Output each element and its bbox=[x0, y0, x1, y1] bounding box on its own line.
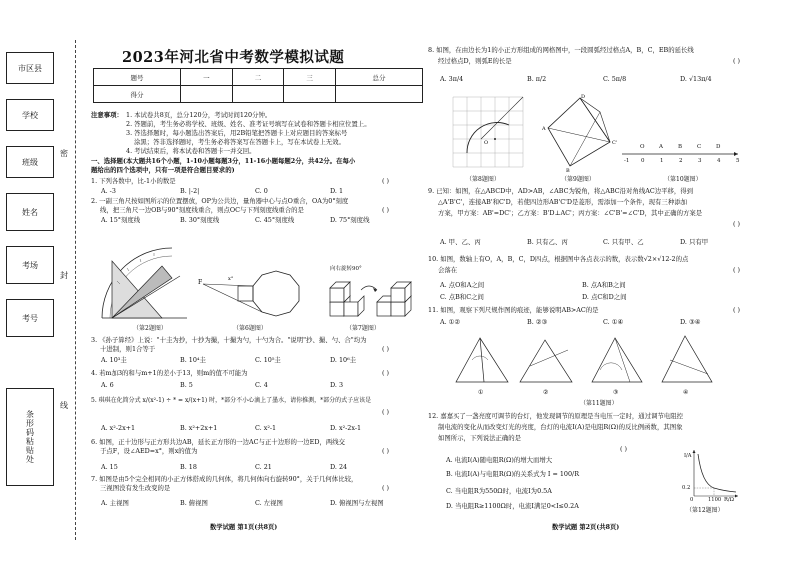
question-3-stem: 3. 《孙子算经》上说："十圭为抄，十抄为撮，十撮为勺，十勺为合。"说明"抄、撮、勺、合"均为 bbox=[91, 336, 367, 344]
question-12-line: 如图所示，下列说法正确的是 bbox=[438, 434, 522, 442]
option[interactable]: C. 点B和C之间 bbox=[440, 293, 484, 301]
question-2-line: 线，把三角尺一边OB与90°刻度线重合，则点OC与下列刻度线重合的是 bbox=[100, 206, 304, 214]
section-heading-2: 题给出的四个选项中，只有一项是符合题目要求的) bbox=[91, 166, 235, 174]
figure-caption: （第11题图） bbox=[580, 400, 618, 407]
section-heading: 一、选择题(本大题共16个小题，1-10小题每题3分，11-16小题每题2分，共42分。在每小 bbox=[91, 157, 356, 165]
graph-yval: 0.2 bbox=[682, 485, 691, 491]
option[interactable]: D. x²-2x-1 bbox=[330, 424, 362, 432]
answer-paren[interactable]: ( ) bbox=[733, 220, 741, 228]
numberline-point-O: O bbox=[640, 144, 645, 150]
option[interactable]: B. 30°刻度线 bbox=[180, 216, 220, 224]
graph-xlabel: R/Ω bbox=[724, 497, 734, 503]
option[interactable]: A. -3 bbox=[101, 187, 116, 195]
option[interactable]: C. 45°刻度线 bbox=[255, 216, 295, 224]
figure-caption: （第10题图） bbox=[664, 176, 702, 183]
barcode-label: 条形码粘贴处 bbox=[25, 410, 35, 464]
answer-paren[interactable]: ( ) bbox=[382, 484, 390, 492]
score-header: 总分 bbox=[335, 69, 422, 86]
score-row-label: 得分 bbox=[94, 86, 181, 103]
svg-text:②: ② bbox=[543, 389, 549, 396]
option[interactable]: B. x²+2x+1 bbox=[180, 424, 218, 432]
figure-caption: （第8题图） bbox=[466, 176, 500, 183]
option[interactable]: B. 电流I(A)与电阻R(Ω)的关系式为 I = 100/R bbox=[446, 470, 580, 478]
seal-char-feng: 封 bbox=[60, 271, 68, 280]
figure-caption: （第6题图） bbox=[233, 325, 267, 332]
svg-text:A: A bbox=[542, 126, 546, 132]
score-table bbox=[93, 68, 423, 103]
option[interactable]: A. 10³圭 bbox=[101, 356, 127, 364]
answer-paren[interactable]: ( ) bbox=[382, 206, 390, 214]
svg-text:x°: x° bbox=[228, 276, 234, 282]
score-header: 题号 bbox=[94, 69, 181, 86]
field-exam-room[interactable]: 考场 bbox=[6, 246, 54, 284]
answer-paren[interactable]: ( ) bbox=[733, 306, 741, 314]
svg-text:C': C' bbox=[612, 140, 618, 146]
answer-paren[interactable]: ( ) bbox=[382, 177, 390, 185]
numberline-point-B: B bbox=[678, 144, 683, 150]
option[interactable]: D. 75°刻度线 bbox=[330, 216, 370, 224]
svg-text:B: B bbox=[566, 168, 570, 172]
figure-caption: （第12题图） bbox=[686, 507, 724, 514]
option[interactable]: A. ①② bbox=[440, 318, 461, 326]
figure-7 bbox=[325, 272, 420, 324]
svg-text:①: ① bbox=[478, 389, 484, 396]
numberline-tick: 1 bbox=[660, 158, 664, 164]
figure-9 bbox=[540, 92, 620, 172]
score-cell[interactable] bbox=[232, 86, 284, 103]
numberline-tick: 2 bbox=[679, 158, 683, 164]
option[interactable]: A. 3π/4 bbox=[440, 75, 464, 83]
fig7-label: 向右旋转90° bbox=[330, 266, 362, 272]
question-1-stem: 1. 下列各数中，比-1小的数是 bbox=[91, 177, 176, 185]
seal-line bbox=[75, 40, 76, 540]
question-11-stem: 11. 如图，观察下列尺规作图的痕迹，能够说明AB>AC的是 bbox=[428, 306, 599, 314]
answer-paren[interactable]: ( ) bbox=[733, 57, 741, 65]
option[interactable]: A. x²-2x+1 bbox=[101, 424, 136, 432]
question-8-stem: 8. 如图，在由边长为1的小正方形组成的网格图中，一段圆弧经过格点A，B，C，EB的延长线 bbox=[428, 46, 694, 54]
answer-paren[interactable]: ( ) bbox=[382, 345, 390, 353]
graph-xval: 1100 bbox=[708, 497, 722, 503]
figure-caption: （第7题图） bbox=[346, 325, 380, 332]
option[interactable]: D. √13π/4 bbox=[680, 75, 712, 83]
question-6-stem: 6. 如图，正十边形与正方形共边AB，延长正方形的一边AC与正十边形的一边ED，两线交 bbox=[91, 438, 346, 446]
figure-2 bbox=[92, 226, 192, 324]
svg-text:④: ④ bbox=[683, 389, 689, 396]
score-header: 一 bbox=[181, 69, 233, 86]
option[interactable]: D. 只有甲 bbox=[680, 238, 709, 246]
question-9-line: △A'B'C'，连接AB'和C'D，若使四边形AB'C'D是菱形，需添加一个条件，现有三种添加 bbox=[438, 198, 687, 206]
figure-11 bbox=[450, 330, 720, 398]
option[interactable]: C. 4 bbox=[255, 381, 268, 389]
page-title: 2023年河北省中考数学模拟试题 bbox=[122, 49, 345, 66]
seal-char-mi: 密 bbox=[60, 149, 68, 158]
answer-paren[interactable]: ( ) bbox=[620, 445, 628, 453]
option[interactable]: C. 10⁵圭 bbox=[255, 356, 281, 364]
numberline-tick: 0 bbox=[641, 158, 645, 164]
numberline-point-D: D bbox=[716, 144, 721, 150]
question-5-stem: 5. 琪琪在化简分式 x/(x²-1) ÷ * = x/(x+1) 时，*部分不小心滴上了墨水，请你推测，*部分的式子应该是 bbox=[91, 397, 372, 404]
question-3-line: 十进制，则1合等于 bbox=[100, 345, 156, 353]
graph-ylabel: I/A bbox=[684, 453, 692, 459]
option[interactable]: D. ③④ bbox=[680, 318, 701, 326]
svg-text:F: F bbox=[198, 279, 203, 286]
note-item: 2. 答题前，考生务必将学校、班级、姓名、准考证号填写在试卷和答题卡相应位置上。 bbox=[126, 120, 371, 128]
numberline-point-C: C bbox=[697, 144, 702, 150]
figure-caption: （第2题图） bbox=[133, 325, 167, 332]
field-name[interactable]: 姓名 bbox=[6, 193, 54, 231]
option[interactable]: A. 15°刻度线 bbox=[101, 216, 141, 224]
score-header: 二 bbox=[232, 69, 284, 86]
barcode-area bbox=[6, 388, 54, 486]
question-10-stem: 10. 如图，数轴上有O，A，B，C，D四点，根据图中各点表示的数，表示数√2×√12-2的点 bbox=[428, 255, 689, 263]
answer-paren[interactable]: ( ) bbox=[733, 266, 741, 274]
field-school[interactable]: 学校 bbox=[6, 99, 54, 131]
answer-paren[interactable]: ( ) bbox=[382, 408, 390, 416]
score-cell[interactable] bbox=[284, 86, 336, 103]
option[interactable]: B. |-2| bbox=[180, 187, 200, 195]
svg-text:O: O bbox=[484, 140, 489, 146]
option[interactable]: D. 俯视图与左视图 bbox=[330, 499, 384, 507]
option[interactable]: C. 只有甲、乙 bbox=[603, 238, 644, 246]
svg-text:③: ③ bbox=[613, 389, 619, 396]
notes-heading: 注意事项： bbox=[91, 111, 123, 119]
numberline-tick: 3 bbox=[698, 158, 702, 164]
option[interactable]: D. 3 bbox=[330, 381, 344, 389]
numberline-point-A: A bbox=[659, 144, 663, 150]
question-9-stem: 9. 已知：如图，在△ABCD中，AD>AB，∠ABC为锐角，将△ABC沿对角线AC边平移，得到 bbox=[428, 187, 694, 195]
answer-paren[interactable]: ( ) bbox=[382, 369, 390, 377]
seal-char-xian: 线 bbox=[60, 401, 68, 410]
note-item: 1. 本试卷共8页，总分120分，考试时间120分钟。 bbox=[126, 111, 272, 119]
option[interactable]: C. x²-1 bbox=[255, 424, 277, 432]
question-8-line: 经过格点D，则弧E的长是 bbox=[438, 57, 512, 65]
question-2-stem: 2. 一副三角尺按如图所示的位置摆放，OP为公共边，量角器中心与点O重合，OA为0°刻度 bbox=[91, 197, 349, 205]
option[interactable]: B. ②③ bbox=[527, 318, 548, 326]
option[interactable]: D. 10⁶圭 bbox=[330, 356, 357, 364]
option[interactable]: C. ①④ bbox=[603, 318, 624, 326]
option[interactable]: A. 甲、乙、丙 bbox=[440, 238, 481, 246]
option[interactable]: B. 点A和B之间 bbox=[582, 281, 626, 289]
option[interactable]: D. 点C和D之间 bbox=[582, 293, 627, 301]
field-district[interactable]: 市区县 bbox=[6, 52, 54, 84]
option[interactable]: C. 左视图 bbox=[255, 499, 283, 507]
question-12-stem: 12. 嘉嘉买了一盏亮度可调节的台灯，他发现调节的原理是当电压一定时，通过调节电阻控 bbox=[428, 412, 684, 420]
option[interactable]: B. π/2 bbox=[527, 75, 547, 83]
option[interactable]: A. 主视图 bbox=[101, 499, 129, 507]
note-item: 3. 答选择题时，每小题选出答案后，用2B铅笔把答题卡上对应题目的答案标号 bbox=[126, 129, 348, 137]
page-footer: 数学试题 第2页(共8页) bbox=[552, 524, 620, 531]
question-9-line: 方案，甲方案：AB'=DC'；乙方案：B'D⊥AC'；丙方案：∠C'B'=∠C'D，其中正确的方案是 bbox=[438, 209, 703, 217]
option[interactable]: B. 10⁴圭 bbox=[180, 356, 206, 364]
question-10-line: 会落在 bbox=[438, 266, 458, 274]
option[interactable]: A. 15 bbox=[101, 463, 118, 471]
option[interactable]: B. 只有乙、丙 bbox=[527, 238, 568, 246]
option[interactable]: C. 当电阻R为550Ω时，电流I为0.5A bbox=[446, 487, 552, 495]
score-header: 三 bbox=[284, 69, 336, 86]
score-cell[interactable] bbox=[181, 86, 233, 103]
svg-text:D: D bbox=[581, 94, 586, 100]
option[interactable]: B. 俯视图 bbox=[180, 499, 208, 507]
option[interactable]: D. 1 bbox=[330, 187, 344, 195]
score-cell[interactable] bbox=[335, 86, 422, 103]
numberline-tick: 4 bbox=[717, 158, 721, 164]
option[interactable]: C. 5π/8 bbox=[603, 75, 627, 83]
field-exam-number[interactable]: 考号 bbox=[6, 299, 54, 337]
option[interactable]: C. 21 bbox=[255, 463, 272, 471]
note-item: 4. 考试结束后，将本试卷和答题卡一并交回。 bbox=[126, 147, 256, 155]
option[interactable]: B. 5 bbox=[180, 381, 193, 389]
binding-strip bbox=[6, 52, 54, 534]
numberline-tick: -1 bbox=[624, 158, 630, 164]
question-7-stem: 7. 如图是由5个完全相同的小正方体搭成的几何体，将几何体向右旋转90°，关于几何体比较， bbox=[91, 475, 358, 483]
figure-6 bbox=[198, 266, 308, 328]
question-7-line: 三视图没有发生改变的是 bbox=[100, 484, 171, 492]
option[interactable]: A. 点O和A之间 bbox=[440, 281, 485, 289]
option[interactable]: B. 18 bbox=[180, 463, 197, 471]
graph-origin: 0 bbox=[690, 497, 694, 503]
option[interactable]: D. 当电阻R≥1100Ω时，电流I满足0<I≤0.2A bbox=[446, 502, 579, 510]
option[interactable]: A. 6 bbox=[101, 381, 114, 389]
numberline-tick: 5 bbox=[736, 158, 740, 164]
option[interactable]: C. 0 bbox=[255, 187, 268, 195]
answer-paren[interactable]: ( ) bbox=[382, 447, 390, 455]
note-item: 涂黑；答非选择题时，考生务必将答案写在答题卡上，写在本试卷上无效。 bbox=[134, 138, 345, 146]
figure-8 bbox=[448, 92, 528, 172]
question-6-line: 于点F，设∠AED=x°，则x的值为 bbox=[100, 447, 198, 455]
question-4-stem: 4. 若m加3的和与m+1的差小于13，则m的值不可能为 bbox=[91, 369, 248, 377]
question-12-line: 制电流的变化从而改变灯光的亮度，台灯的电流I(A)是电阻R(Ω)的反比例函数，其图象 bbox=[438, 423, 683, 431]
option[interactable]: A. 电流I(A)随电阻R(Ω)的增大而增大 bbox=[446, 456, 553, 464]
field-class[interactable]: 班级 bbox=[6, 146, 54, 178]
option[interactable]: D. 24 bbox=[330, 463, 348, 471]
figure-caption: （第9题图） bbox=[561, 176, 595, 183]
page-footer: 数学试题 第1页(共8页) bbox=[210, 524, 278, 531]
